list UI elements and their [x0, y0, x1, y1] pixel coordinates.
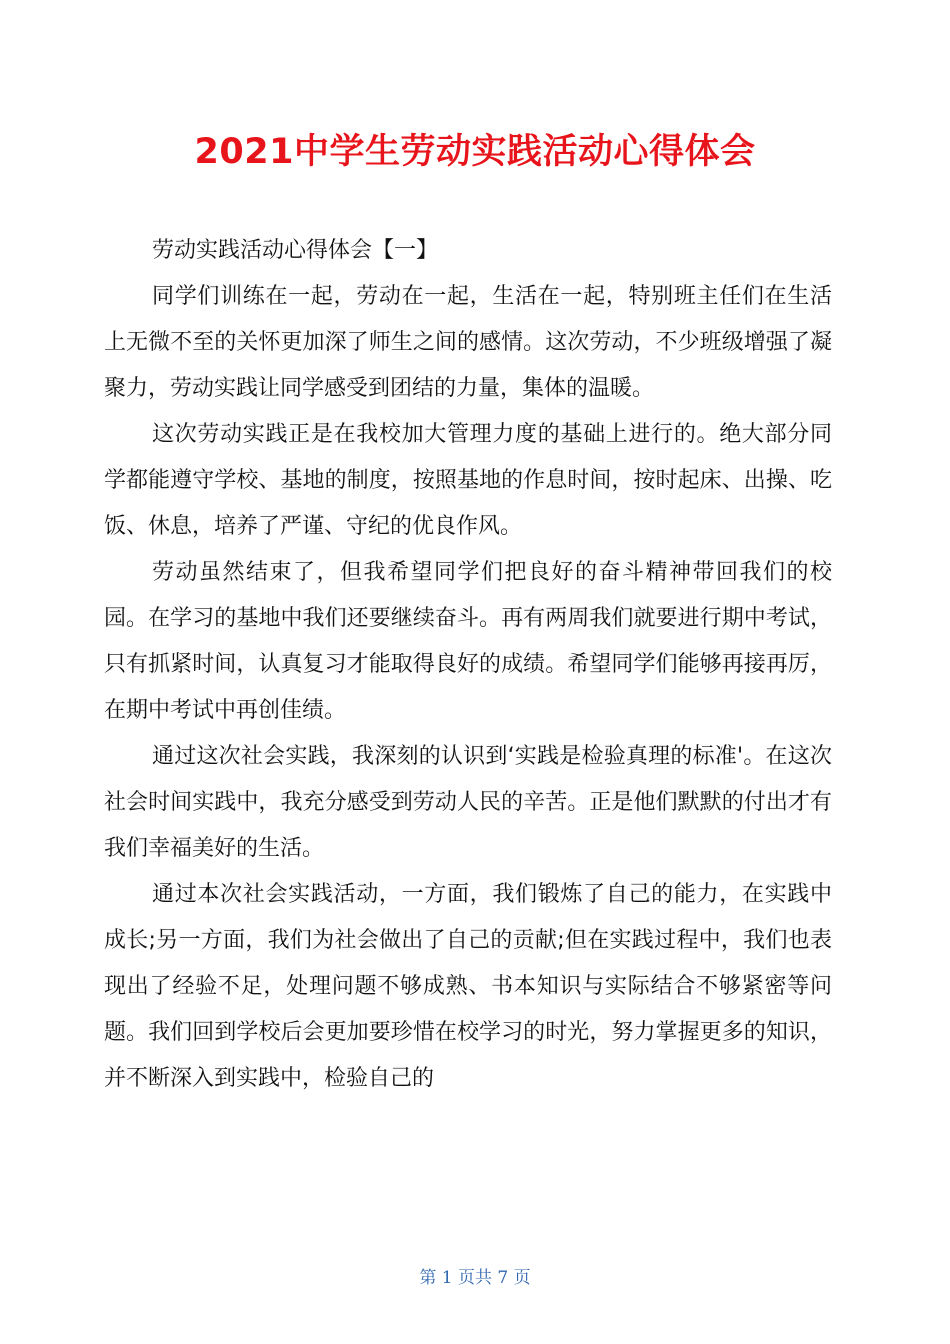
section-heading: 劳动实践活动心得体会【一】 [152, 238, 439, 263]
document-body [104, 228, 832, 1102]
document-title: 2021中学生劳动实践活动心得体会 [194, 132, 756, 173]
paragraph-2: 这次劳动实践正是在我校加大管理力度的基础上进行的。绝大部分同学都能遵守学校、基地的制度，按照基地的作息时间，按时起床、出操、吃饭、休息，培养了严谨、守纪的优良作风。 [104, 422, 832, 539]
paragraph-1: 同学们训练在一起，劳动在一起，生活在一起，特别班主任们在生活上无微不至的关怀更加深了师生之间的感情。这次劳动，不少班级增强了凝聚力，劳动实践让同学感受到团结的力量，集体的温暖。 [104, 284, 832, 401]
paragraph-3: 劳动虽然结束了，但我希望同学们把良好的奋斗精神带回我们的校园。在学习的基地中我们还要继续奋斗。再有两周我们就要进行期中考试，只有抓紧时间，认真复习才能取得良好的成绩。希望同学们能够再接再厉，在期中考试中再创佳绩。 [104, 560, 832, 723]
paragraph-4: 通过这次社会实践，我深刻的认识到‘实践是检验真理的标准'。在这次社会时间实践中，我充分感受到劳动人民的辛苦。正是他们默默的付出才有我们幸福美好的生活。 [104, 744, 832, 861]
page-number-footer: 第 1 页共 7 页 [419, 1268, 531, 1288]
paragraph-5: 通过本次社会实践活动，一方面，我们锻炼了自己的能力，在实践中成长;另一方面，我们为社会做出了自己的贡献;但在实践过程中，我们也表现出了经验不足，处理问题不够成熟、书本知识与实际结合不够紧密等问题。我们回到学校后会更加要珍惜在校学习的时光，努力掌握更多的知识，并不断深入到实践中，检验自己的 [104, 882, 832, 1091]
